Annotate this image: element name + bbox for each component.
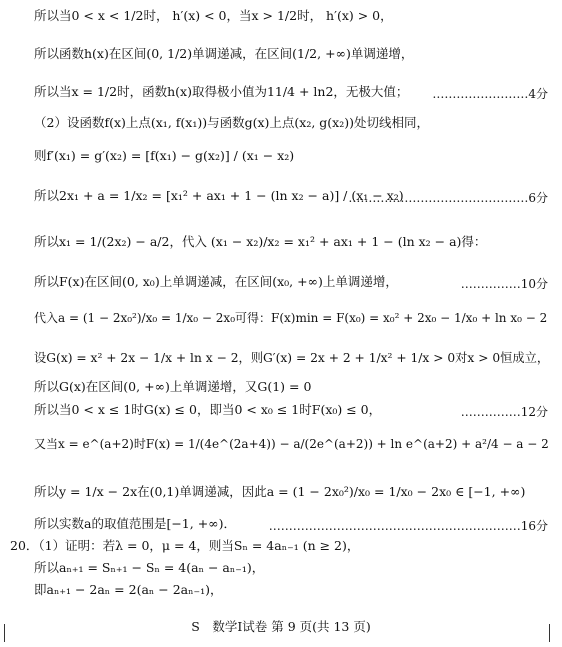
score-4: ……………………4分 — [432, 87, 548, 101]
question-20-line: 20．（1）证明：若λ = 0，μ = 4，则当Sₙ = 4aₙ₋₁ (n ≥ 2)， — [10, 538, 360, 553]
solution-line-17: 所以aₙ₊₁ = Sₙ₊₁ − Sₙ = 4(aₙ − aₙ₋₁)， — [34, 560, 265, 575]
solution-line-3: 所以当x = 1/2时，函数h(x)取得极小值为11/4 + ln2，无极大值； — [34, 84, 409, 99]
solution-line-8: 所以F(x)在区间(0, x₀)上单调递减，在区间(x₀, +∞)上单调递增， — [34, 274, 398, 289]
page-footer: S 数学Ⅰ试卷 第 9 页(共 13 页) — [191, 619, 371, 634]
solution-line-11: 所以G(x)在区间(0, +∞)上单调递增，又G(1) = 0 — [34, 379, 312, 394]
score-16: ………………………………………………………16分 — [268, 519, 548, 533]
solution-line-10: 设G(x) = x² + 2x − 1/x + ln x − 2，则G′(x) = 2x + 2 + 1/x² + 1/x > 0对x > 0恒成立， — [34, 351, 550, 365]
solution-line-12: 所以当0 < x ≤ 1时G(x) ≤ 0，即当0 < x₀ ≤ 1时F(x₀) ≤ 0， — [34, 402, 382, 417]
solution-line-1: 所以当0 < x < 1/2时， h′(x) < 0，当x > 1/2时， h′(x) > 0， — [34, 8, 393, 23]
solution-line-4: （2）设函数f(x)上点(x₁, f(x₁))与函数g(x)上点(x₂, g(x₂))处切线相同， — [34, 115, 429, 130]
solution-line-13: 又当x = e^(a+2)时F(x) = 1/(4e^(2a+4)) − a/(2e^(a+2)) + ln e^(a+2) + a²/4 − a − 2 — [34, 437, 549, 451]
score-6: ………………………………………6分 — [348, 191, 548, 205]
solution-line-2: 所以函数h(x)在区间(0, 1/2)单调递减，在区间(1/2, +∞)单调递增， — [34, 46, 414, 61]
score-10: ……………10分 — [460, 277, 548, 291]
solution-line-5: 则f′(x₁) = g′(x₂) = [f(x₁) − g(x₂)] / (x₁ − x₂) — [34, 148, 295, 163]
solution-line-7: 所以x₁ = 1/(2x₂) − a/2，代入 (x₁ − x₂)/x₂ = x₁² + ax₁ + 1 − (ln x₂ − a)得： — [34, 234, 487, 249]
solution-line-18: 即aₙ₊₁ − 2aₙ = 2(aₙ − 2aₙ₋₁)， — [34, 582, 223, 597]
solution-line-9: 代入a = (1 − 2x₀²)/x₀ = 1/x₀ − 2x₀可得：F(x)min = F(x₀) = x₀² + 2x₀ − 1/x₀ + ln x₀ − 2 — [34, 311, 548, 325]
score-12: ……………12分 — [460, 405, 548, 419]
solution-line-6: 所以2x₁ + a = 1/x₂ = [x₁² + ax₁ + 1 − (ln x₂ − a)] / (x₁ − x₂) — [34, 188, 404, 203]
solution-line-14: 所以y = 1/x − 2x在(0,1)单调递减，因此a = (1 − 2x₀²)/x₀ = 1/x₀ − 2x₀ ∈ [−1, +∞) — [34, 484, 526, 499]
solution-line-15: 所以实数a的取值范围是[−1, +∞)． — [34, 516, 236, 531]
